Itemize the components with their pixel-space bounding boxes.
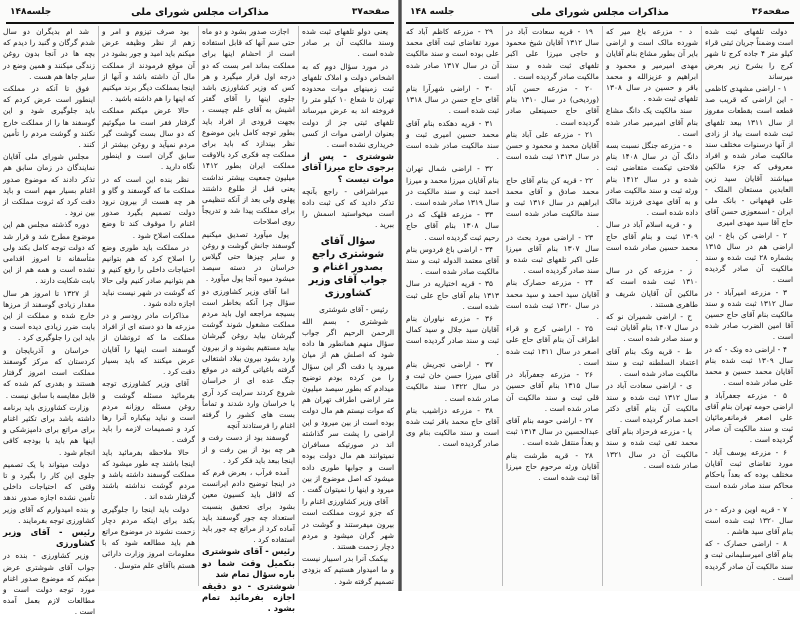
paragraph: ط - قریه ونک بنام آقای اعتماد السلطنه ثبت و سند مالکیت صادر شده است . — [606, 346, 698, 379]
paragraph: ۸ - اراضی حصارک - که بنام آقای امیرسلیمانی ثبت و سند مالکیت آن صادر گردیده است . — [705, 539, 793, 582]
paragraph: یا - مزرعه فرحزاد بنام آقای محمد تقی ثبت شده و سند مالکیت آن در سال ۱۳۲۱ صادر شده است . — [606, 427, 698, 470]
column-rule — [198, 26, 199, 586]
page-number: صفحه۳۷ — [351, 7, 390, 17]
paragraph: ۳۲ - اراضی شمال تهران بنام آقایان میرزا محمد و میرزا احمد ثبت و سند مالکیت در سال ۱۳۱۹ صادر شده است . — [406, 164, 499, 208]
paragraph: ۳۰ - اراضی شهرآرا بنام آقای حاج حسن در سال ۱۳۱۸ ثبت شده است . — [406, 84, 499, 116]
paragraph: نظر بنده این است که در مملکت ما که گوسفند و گاو و هر چه هست از بیرون نرود دولت تصمیم بگیرد صدور اغنام را موقوف کند تا وضع مملکت اصلاح شود . — [102, 174, 195, 240]
paragraph: فوق تا آنکه در مملکت اینطور است عرض کردم که باید جلوگیری شود و این گوسفند ها را از مملکت خارج نکنند و گوشت مردم را تأمین کنند . — [3, 84, 95, 150]
paragraph: حالا عرض میکنم مملکت گرفتار فقر است ما میگوئیم که دو سال بست گوشت گیر مردم نمیآید و روغن بیشتر از سابق گران است و اینطور نگاه دارید . — [102, 106, 195, 172]
column-rule — [98, 26, 99, 586]
paragraph: ۲۳ - اراضی مورد بحث در سال ۱۳۰۷ بنام آقای میرزا علی اکبر تلفهای ثبت شده و سند صادر گردیده است . — [506, 232, 599, 276]
paragraph: دولت میتواند با یک تصمیم جلوی این کار را بگیرد و تا وقتی که احتیاجات داخلی تأمین نشده اجازه صدور ندهد و بنده امیدوارم که آقای وزیر کشاورزی توجه بفرمایند . — [3, 459, 95, 525]
paragraph: ۲۱ - مزرعه علی آباد بنام آقایان محمد و محمود و حسن در سال ۱۳۱۳ ثبت شده است . — [506, 129, 600, 173]
paragraph: ۲۰ - مزرعه حسن آباد (وردیخی) در سال ۱۳۱۰ بنام آقای حاج حسینعلی صادر گردیده است . — [506, 84, 600, 127]
session-number: جلسه ۱۴۸ — [410, 7, 455, 17]
paragraph: ۳۳ - مزرعه قلهک که در سال ۱۳۰۸ بنام آقای حاج رحیم ثبت گردیده است . — [406, 210, 499, 242]
column-rule — [602, 26, 603, 586]
page-header — [406, 6, 794, 24]
paragraph: ۲۶ - مزرعه جعفرآباد در سال ۱۳۱۵ بنام آقای حسین قلی ثبت و سند مالکیت آن صادر شده است . — [506, 370, 599, 413]
paragraph: خراسان و آذربایجان و کردستان که مرکز گوسفند مملکت است امروز گرفتار هستند و بقدری کم شده که قابل مقایسه با سابق نیست . — [3, 345, 95, 400]
page-gutter — [398, 0, 402, 591]
paragraph: ۳۱ - قریه دهکده بنام آقای محمد حسین امیری ثبت و سند مالکیت صادر شده است . — [406, 118, 499, 162]
paragraph: آقای وزیر کشاورزی اغنام را که جزو ثروت مملکت است بیرون میفرستند و گوشت در شهر گران میشود و مردم دچار زحمت هستند . — [302, 497, 394, 551]
paragraph: بیکمک آنرا بدر اسبیار نیست و ما امیدوار هستیم که بزودی تصمیم گرفته شود . — [302, 554, 394, 586]
paragraph: ۷ - قریه اوین و درکه - در سال ۱۳۲۰ ثبت شده است بنام آقای سید هاشم . — [705, 504, 793, 536]
paragraph: آمده فرآب ، بعرض فرم که در اینجا توضیح دادم ایرانست که لااقل باید کسیون معین بشود برای تحقیق بنسبت استعداد چه جور گوسفند باید آماده کرد از مراتع چه جور باید استفاده کرد . — [202, 467, 295, 545]
text-column — [506, 26, 599, 586]
paragraph: ۴ - اراضی ده ونک - که در سال ۱۳۰۹ ثبت شده بنام آقایان محمد حسین و محمد علی صادر شده است . — [705, 344, 793, 388]
text-column — [302, 26, 394, 586]
paragraph: ۱۹ - قریه سعادت آباد در سال ۱۳۱۲ آقایان شیخ محمود و حاجی میرزا علی اکبر تلفهای ثبت شده و سند مالکیت صادر گردیده است . — [506, 27, 599, 81]
text-column — [102, 26, 195, 586]
paragraph: ۳۸ - مزرعه دزاشیب بنام آقای حاج محمد باقر ثبت شده است و سند مالکیت بنام وی صادر گردیده است . — [406, 405, 499, 449]
paragraph: شد ام بدیگران دو سال شدم گرگان و گنبد را دیدم که بچه ها در آنجا بدون روغن زندگی میکنند و همین وضع در سایر جاها هم هست . — [3, 27, 95, 81]
text-column — [606, 26, 698, 586]
column-rule — [502, 26, 503, 586]
paragraph: رئیس - آقای شوشتری — [319, 304, 388, 314]
paragraph: اما آقای وزیر کشاورزی دو سؤال چرا آنکه بخاطر است بسیجه مراجعه اول باید مردم مملکت مشغول شوند گوشت گیرشان بیاید روغن گیرشان بیاید مستقیم بشوند و از بیرون وارد بشود بیرون ببلاد اشتغالی گرفته باغیاتی گرفته در موقع جنگ عده ای از خراسان شروع کردند سرایت کرد آری با خراسان وارد شدند و تماماً بست های کشور را گرفته اغنام را فرستادند آنچه — [202, 286, 295, 431]
paragraph: ۲۴ - مزرعه حصارک بنام آقایان سید احمد و سید محمد در سال ۱۳۲۰ ثبت شده است . — [506, 278, 600, 322]
paragraph: ۲۹ - مزرعه کاظم آباد که مورد تقاضای ثبت آقای محمد علی بوده است و سند مالکیت آن در سال ۱۳۱۷ صادر شده است . — [406, 27, 500, 81]
paragraph: وزارت کشاورزی باید برنامه داشته باشد برای تکثیر اغنام برای مراتع برای دامپزشکی و اینها هم باید با بودجه کافی انجام شود . — [3, 402, 95, 457]
paragraph: سند مالکیت یک دانگ مشاع بنام آقای امیرمیر صادر شده است . — [606, 106, 698, 138]
paragraph: ۳ - مزرعه امیرآباد - در سال ۱۳۱۲ ثبت شده و سند مالکیت بنام آقای حاج حسین آقا امین الضرب صادر شده است . — [705, 287, 793, 342]
column-rule — [298, 26, 299, 586]
paragraph: پول میآورد تصدیق میکنیم گوسفند جانش گوشت و روغن و سایر چیزها حتی گیلاس خراسان در دسته سیصد میشود میوه آنجا پول میآورد . — [202, 229, 295, 284]
text-column — [705, 26, 793, 586]
text-column — [202, 26, 295, 614]
paragraph: اجازت صدور بشود و دو ماه حتی سم آنها که قابل استفاده است از احشام اینها برای مملکت بماند امر بست که دو درجه اول قرار میگیرد و هر کس که وزیر کشاورزی باشد جلوی اینها را آقای گفتر اشیش به آقای علم چیست ، بجهت قرودی از افراد باید بطور توجه کامل باین موضوع نظر بیندازد که باید برای مملکت چه فکری کرد بالاوقت مملکت ایران بطور ۱۴۱۲ میلیون جمعیت بیشتر نداشت یعنی قبل از طلوع داشتند پهلوی ولی بعد از آنکه تنظیمی برای مملکت پیدا شد و تدریجاً روی اصلاحات — [202, 27, 295, 227]
paragraph: حالا ملاحظه بفرمائید باید اینجا باشند چه طور میشود که مملکت گوسفند داشته باشد و مردم گوشت نداشته باشند گرفتار شده اند . — [102, 447, 195, 502]
paragraph: یعنی دولو تلفهای ثبت شده وسند مالکیت آن بر صادر شده است . — [302, 27, 394, 59]
paragraph: دولت تلفهای ثبت شده است وضمناً جریان ثبتی قراء کیلو متر ۴ جاده کرج تا شهر کرج را بشرح زیر بعرض میرساند — [705, 27, 793, 81]
paragraph: ۲۵ - اراضی کرج و قراء اطراف آن بنام آقای حاج علی اصغر در سال ۱۳۱۱ ثبت شده است . — [506, 324, 600, 367]
paragraph: ی - اراضی سعادت آباد در سال ۱۳۱۲ ثبت شده و سند مالکیت آن بنام آقای دکتر احمد صادر گردیده است . — [606, 381, 698, 424]
speaker-paragraph: شوشتری - پس از برجوی حاج میرزا آقای موات نیست ؟ — [302, 151, 394, 184]
paragraph: د - مزرعه باغ میر که شورده مالک است و اراضی بایر آن بطور مشاع بنام آقایان مهدی امیرمیر و محمود و ابراهیم و عزیزالله و محمد باقر و حسین در سال ۱۳۰۸ تلفهای ثبت شده . — [606, 27, 698, 104]
paragraph: میراشرافی - راجع بآنچه تذکر دادید که کی ثبت داده است میخواستید اسمش را ببرید . — [302, 186, 394, 230]
text-column — [3, 26, 95, 617]
paragraph: در مورد سؤال دوم که به اشخاص دولت و املاک تلفهای ثبت زمینهای موات محدوده تهران تا شعاع ۱۰ کیلو متر را فروخته اند به عرض میرساند تلفهای ثبتی جز از دولت بعنوان اراضی موات از کسی خریداری نشده است . — [302, 61, 394, 150]
paragraph: بود صرف تیزوم و امر و زهم از نظر وظیفه عرض میکنم باید امید و جور بشود در آن موقع فرمودند از مملکت مال آن داشته باشد و آنها از اینجا بمملکت دیگر برند میکنیم که اینها را هم داشته باشید . — [102, 27, 195, 104]
paragraph: گوسفند بود از دست رفت و هر چه بود از بین رفت و از اینجا ببعد باید فکر کرد . — [202, 433, 295, 465]
paragraph: ۳۶ - مزرعه نیاوران بنام آقایان سید جلال و سید کمال ثبت و سند صادر گردیده است . — [406, 314, 499, 357]
paragraph: از ۱۳۲۷ تا امروز هر سال مقدار زیادی گوسفند از مرزها خارج شده و مملکت از این بابت ضرر زیادی دیده است و باید این را جلوگیری کرد . — [3, 288, 95, 343]
paragraph: ۳۵ - قریه اختیاریه در سال ۱۳۱۳ بنام آقای حاج علی ثبت شده است . — [406, 279, 499, 311]
speaker-paragraph: رئیس - آقای شوشتری بتکمیل وقت شما دو باره سؤال تمام شد — [202, 546, 295, 579]
paragraph: ۱ - اراضی مشهدی کاظمی - این اراضی که قریب صد قطعه است بقطعات مفروز از سال ۱۳۱۱ ببعد تلفهای ثبت شده است بیاد از زادی از آنها درسنوات مختلف سند مالکیت صادر شده و افراد معروفی که جزء مالکین میباشند آقایان سید زین العابدین مستعان الملک - علی قهفهانی - بانک ملی ایران - اسمعوزی حسن آقای حاج آقا سید مهدی امیری — [705, 84, 793, 228]
text-column — [406, 26, 499, 586]
session-number: جلسه۱۴۸ — [10, 7, 52, 17]
running-title: مذاکرات مجلس شورای ملی — [531, 7, 669, 18]
paragraph: ۲۲ - قریه کن بنام آقای حاج محمد صادق و آقای محمد ابراهیم در سال ۱۳۱۶ ثبت و سند مالکیت صادر شده است . — [506, 175, 599, 230]
paragraph: در مملکت باید طوری وضع را اصلاح کرد که هم بتوانیم احتیاجات داخلی را رفع کنیم و هم بتوانیم صادر کنیم ولی حالا که گوشت در شهر نیست نباید اجازه داده شود . — [102, 242, 195, 308]
page-number: صفحه۳۶ — [751, 7, 790, 17]
paragraph: ۳۴ - اراضی باغ فردوس بنام آقای معتمد الدوله ثبت و سند مالکیت صادر شده است . — [406, 244, 499, 277]
paragraph: دوره گذشته مجلس هم این موضوع مطرح شد و قرار شد که دولت توجه کامل بکند ولی متأسفانه تا امروز اقدامی نشده است و همه هم از این بابت شکایت دارند . — [3, 220, 95, 286]
speaker-paragraph: شوشتری - دو دقیقه اجازه بفرمائید تمام بشود . — [202, 580, 295, 614]
paragraph: آقای وزیر کشاورزی توجه بفرمائید مسئله گوشت و روغن مسئله روزانه مردم است و نباید بیکباره آنرا رها کرد و تصمیمات لازمه را باید گرفت . — [102, 379, 195, 445]
right-page — [400, 0, 800, 591]
left-page — [0, 0, 400, 617]
paragraph: مجلس شورای ملی آقایان نمایندگان در زمان سابق هم تذکر دادند که موضوع صدور اغنام بسیار مهم است و باید دقت کرد که ثروت مملکت از بین نرود . — [3, 152, 95, 218]
speaker-paragraph: رئیس - آقای وزیر کشاورزی — [3, 526, 95, 549]
column-rule — [701, 26, 702, 586]
paragraph: ه - مزرعه جنگل نسبت بسه دانگ آن در سال ۱۴۰۸ بنام فلاحتی تیکمت متقاضی ثبت شده و در سال ۱۴۱۲ بنام ورثه ثبت و سند مالکیت صادر و به آقای مهدی فرزند مالک داده شده است . — [606, 141, 698, 218]
paragraph: ۵ - مزرعه جعفرآباد و اراضی حومه تهران بنام آقای علی اصغر فرمانفرمائیان ثبت و سند مالکیت آن صادر گردیده است . — [705, 390, 793, 445]
paragraph: ۳۷ - اراضی تجریش بنام آقای میرزا حسن خان ثبت و در سال ۱۳۲۲ سند مالکیت صادر شده است . — [406, 359, 499, 403]
paragraph: ۲ - اراضی کن باغ - این اراضی هم در سال ۱۳۱۵ بشماره ۲۸ ثبت شده و سند مالکیت آن صادر گردیده است . — [705, 230, 793, 285]
paragraph: شوشتری - بسم الله الرحمن الرحیم اگر جواب سؤال منهم همانطور ها داده شود که اصلش هم از میان میرود یا دقت اگر این سؤال را من کرده بودم توضیح میدادم که بطور سیصد میلیون متر اراضی اطراف تهران هم که موات نیستم هم مال دولت بوده است از بین میرود و این اراضی را پشت سر گذاشته اند در صورتیکه مسافران نمیتوانند هم مال دولت بوده است و جوابها طوری داده میشود که اصل موضوع از بین میرود و اینها را نمیتوان گفت . — [302, 316, 394, 494]
paragraph: وزیر کشاورزی - بنده در جواب آقای شوشتری عرض میکنم که موضوع صدور اغنام مورد توجه دولت است و مطالعات لازم بعمل آمده است . — [3, 551, 95, 617]
paragraph: دولت باید اینجا را جلوگیری بکند برای اینکه مردم دچار زحمت نشوند در موضوع مراتع هم باید مطالعه شود که با معلومات امروز وزارت دارائی هستم باآقای علم متوسل . — [102, 504, 195, 570]
running-title: مذاکرات مجلس شورای ملی — [131, 7, 269, 18]
paragraph: مذاکرات مادر رودسر و در مزرعه ها دو دسته ای از افراد مملکت ما که ثروتشان از گوسفند است اینها را آقایان عرض میکنند که باید بسیار دقت کرد . — [102, 311, 195, 377]
paragraph: ز - مزرعه کن در سال ۱۳۱۰ ثبت شده است که مالکین آن آقایان شریف و طاهری هستند . — [606, 266, 698, 309]
paragraph: ح - اراضی شمیران نو که در سال ۱۴۰۷ بنام آقایان ثبت و سند صادر شده است . — [606, 312, 698, 344]
paragraph: و - قریه اسلام آباد در سال ۱۳۰۹ ثبت و بنام آقای حاج محمد حسین صادر شده است . — [606, 220, 698, 264]
page-header — [6, 6, 394, 24]
paragraph: ۶ - مزرعه یوسف آباد - مورد تقاضای ثبت آقایان مختلف بوده که بعداً باحکام محاکم سند صادر شده است . — [705, 447, 793, 502]
paragraph: ۲۷ - اراضی حومه بنام آقای عبدالحسین در سال ۱۳۱۴ ثبت و بعداً منتقل شده است . — [506, 415, 599, 448]
paragraph: ۲۸ - قریه طرشت بنام آقایان ورثه مرحوم حاج میرزا آقا ثبت شده است . — [506, 450, 599, 482]
section-heading: سؤال آقای شوشتری راجع بصدور اغنام و جواب آقای وزیر کشاورزی — [308, 235, 388, 299]
